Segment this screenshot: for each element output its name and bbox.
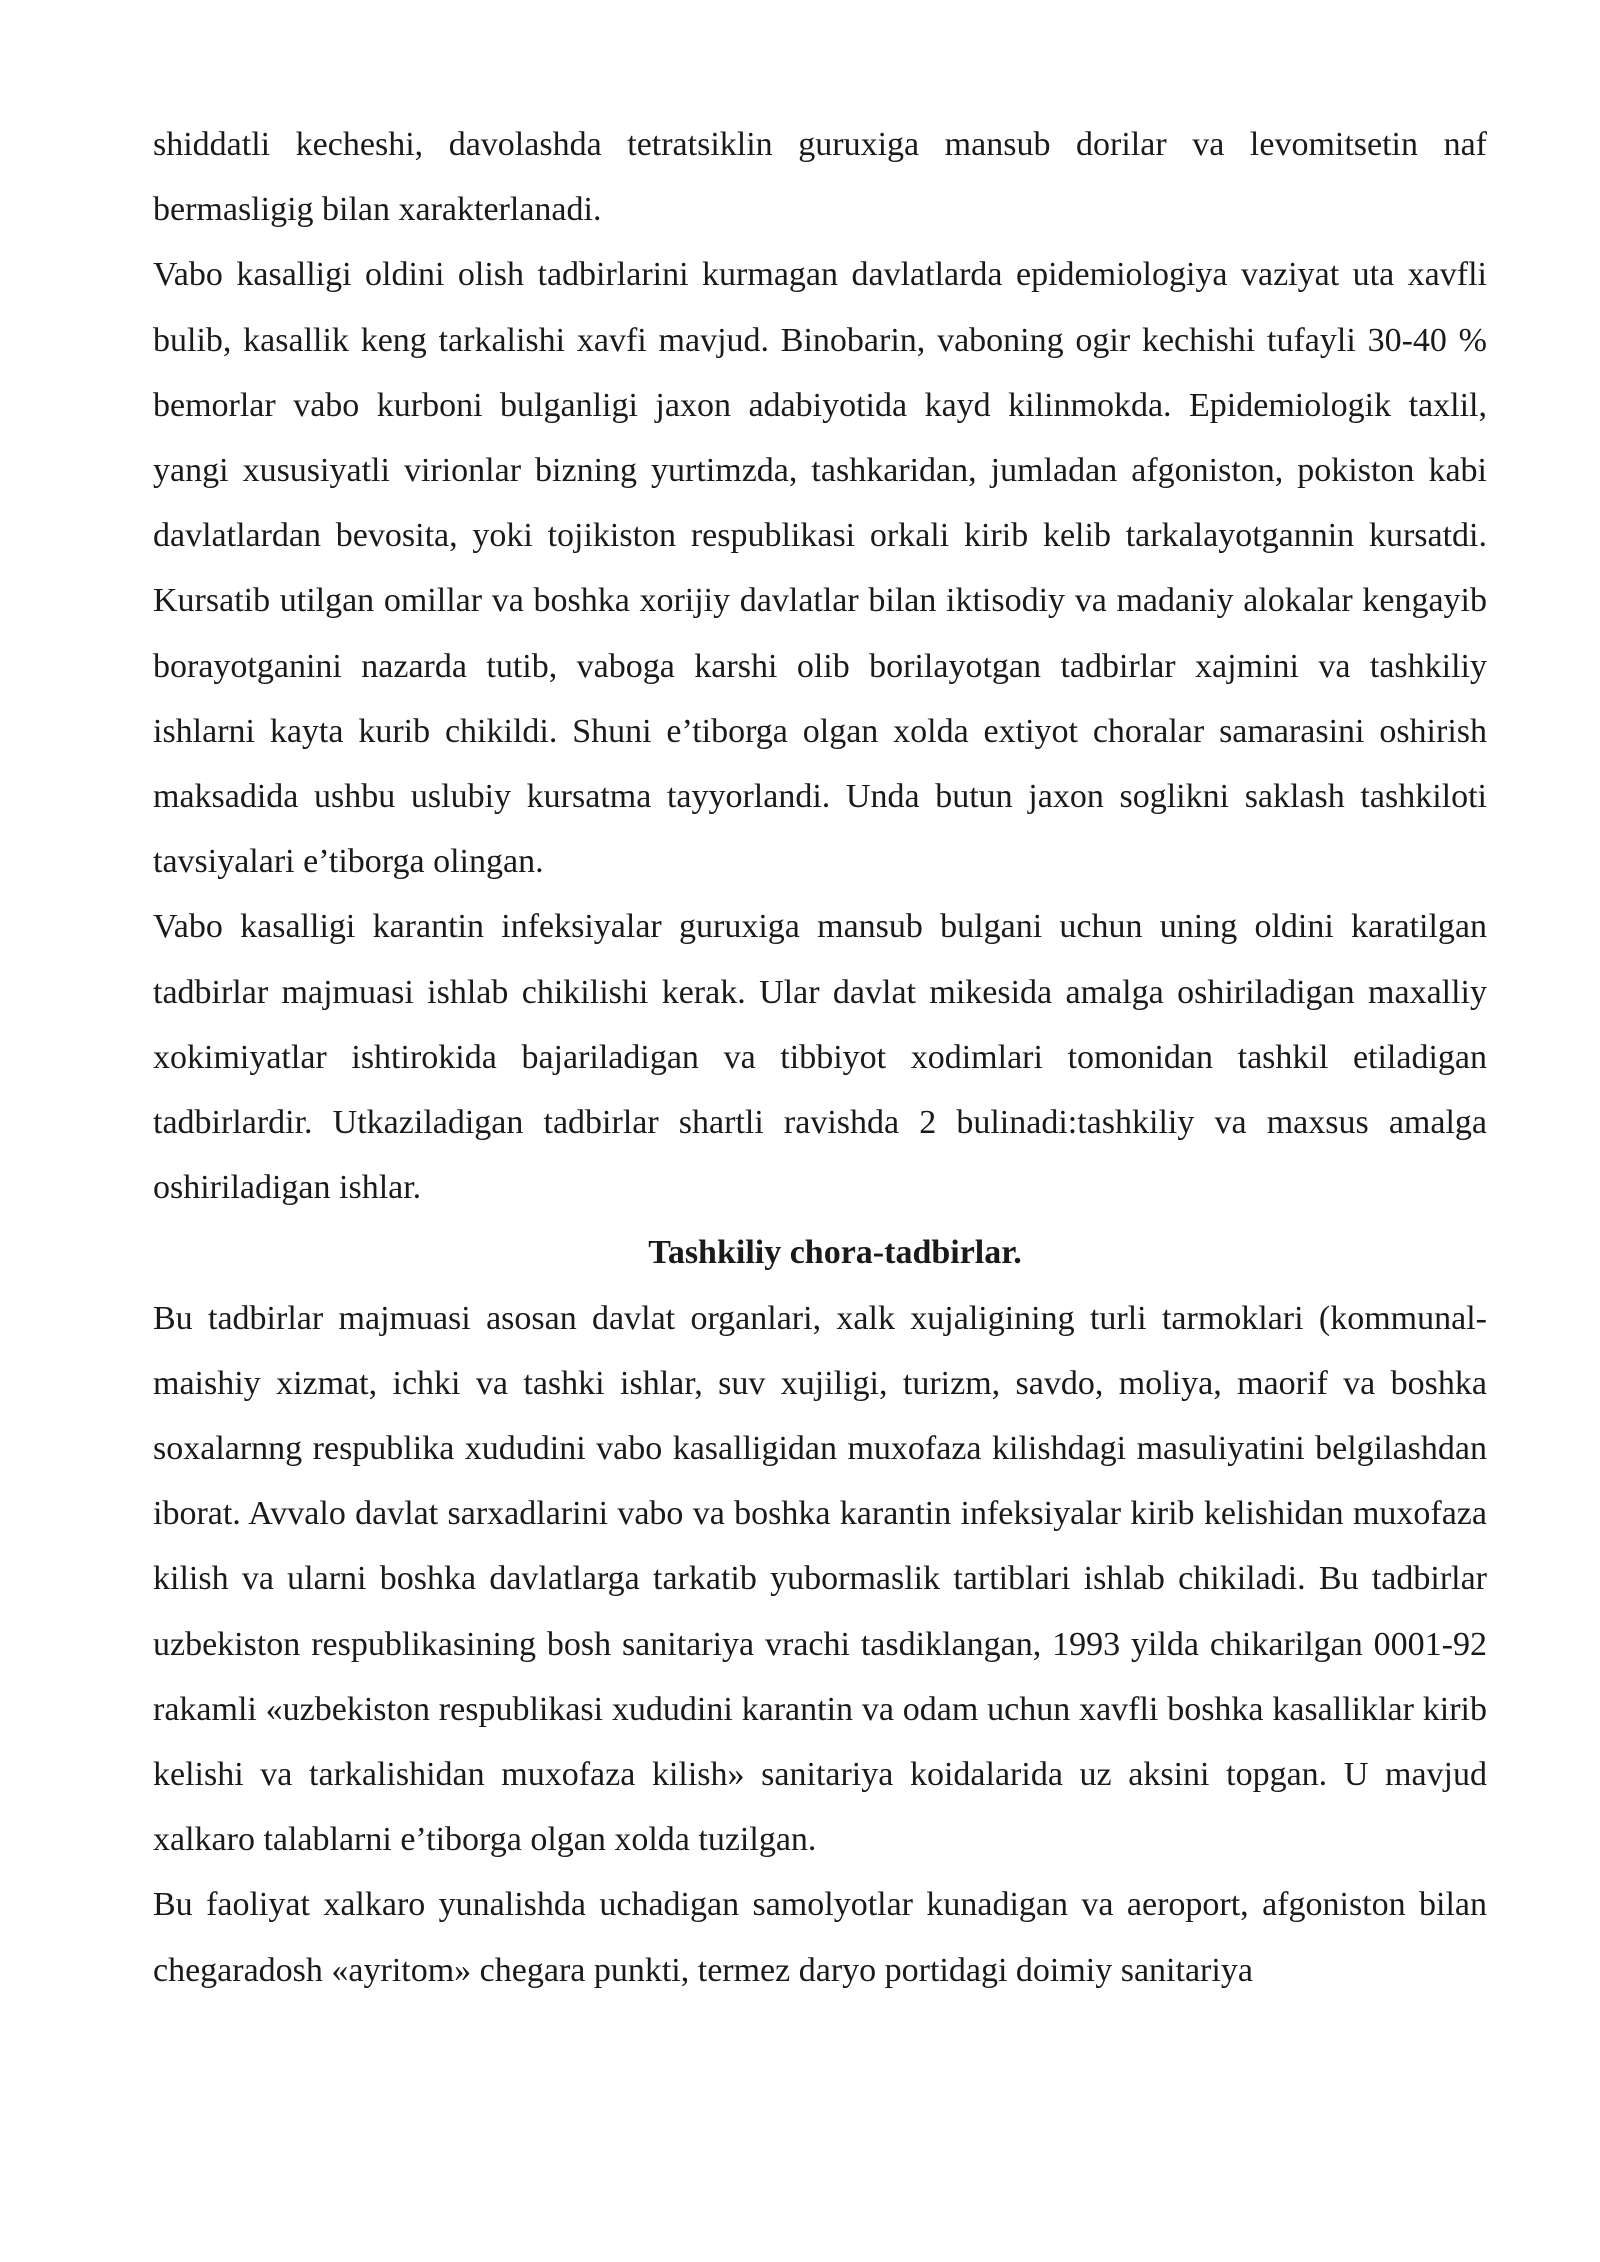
paragraph-5: Bu faoliyat xalkaro yunalishda uchadigan samolyotlar kunadigan va aeroport, afgoniston bilan chegaradosh «ayritom» chegara punkti, termez daryo portidagi doimiy sanitariya [153, 1886, 1487, 1989]
paragraph-2: Vabo kasalligi oldini olish tadbirlarini kurmagan davlatlarda epidemiologiya vaziyat uta xavfli bulib, kasallik keng tarkalishi xavfi mavjud. Binobarin, vaboning ogir kechishi tufayli 30-40 % bemorlar vabo kurboni bulganligi jaxon adabiyotida kayd kilinmokda. Epidemiologik taxlil, yangi xususiyatli virionlar bizning yurtimzda, tashkaridan, jumladan afgoniston, pokiston kabi davlatlardan bevosita, yoki tojikiston respublikasi orkali kirib kelib tarkalayotgannin kursatdi. Kursatib utilgan omillar va boshka xorijiy davlatlar bilan iktisodiy va madaniy alokalar kengayib borayotganini nazarda tutib, vaboga karshi olib borilayotgan tadbirlar xajmini va tashkiliy ishlarni kayta kurib chikildi. Shuni e’tiborga olgan xolda extiyot choralar samarasini oshirish maksadida ushbu uslubiy kursatma tayyorlandi. Unda butun jaxon soglikni saklash tashkiloti tavsiyalari e’tiborga olingan. [153, 256, 1487, 881]
section-heading: Tashkiliy chora-tadbirlar. [648, 1234, 1022, 1272]
paragraph-3: Vabo kasalligi karantin infeksiyalar guruxiga mansub bulgani uchun uning oldini karatilgan tadbirlar majmuasi ishlab chikilishi kerak. Ular davlat mikesida amalga oshiriladigan maxalliy xokimiyatlar ishtirokida bajariladigan va tibbiyot xodimlari tomonidan tashkil etiladigan tadbirlardir. Utkaziladigan tadbirlar shartli ravishda 2 bulinadi:tashkiliy va maxsus amalga oshiriladigan ishlar. [153, 908, 1487, 1207]
paragraph-1: shiddatli kecheshi, davolashda tetratsiklin guruxiga mansub dorilar va levomitsetin naf bermasligig bilan xarakterlanadi. [153, 126, 1487, 229]
paragraph-4: Bu tadbirlar majmuasi asosan davlat organlari, xalk xujaligining turli tarmoklari (kommunal-maishiy xizmat, ichki va tashki ishlar, suv xujiligi, turizm, savdo, moliya, maorif va boshka soxalarnng respublika xududini vabo kasalligidan muxofaza kilishdagi masuliyatini belgilashdan iborat. Avvalo davlat sarxadlarini vabo va boshka karantin infeksiyalar kirib kelishidan muxofaza kilish va ularni boshka davlatlarga tarkatib yubormaslik tartiblari ishlab chikiladi. Bu tadbirlar uzbekiston respublikasining bosh sanitariya vrachi tasdiklangan, 1993 yilda chikarilgan 0001-92 rakamli «uzbekiston respublikasi xududini karantin va odam uchun xavfli boshka kasalliklar kirib kelishi va tarkalishidan muxofaza kilish» sanitariya koidalarida uz aksini topgan. U mavjud xalkaro talablarni e’tiborga olgan xolda tuzilgan. [153, 1299, 1487, 1859]
document-body [153, 112, 1487, 2003]
